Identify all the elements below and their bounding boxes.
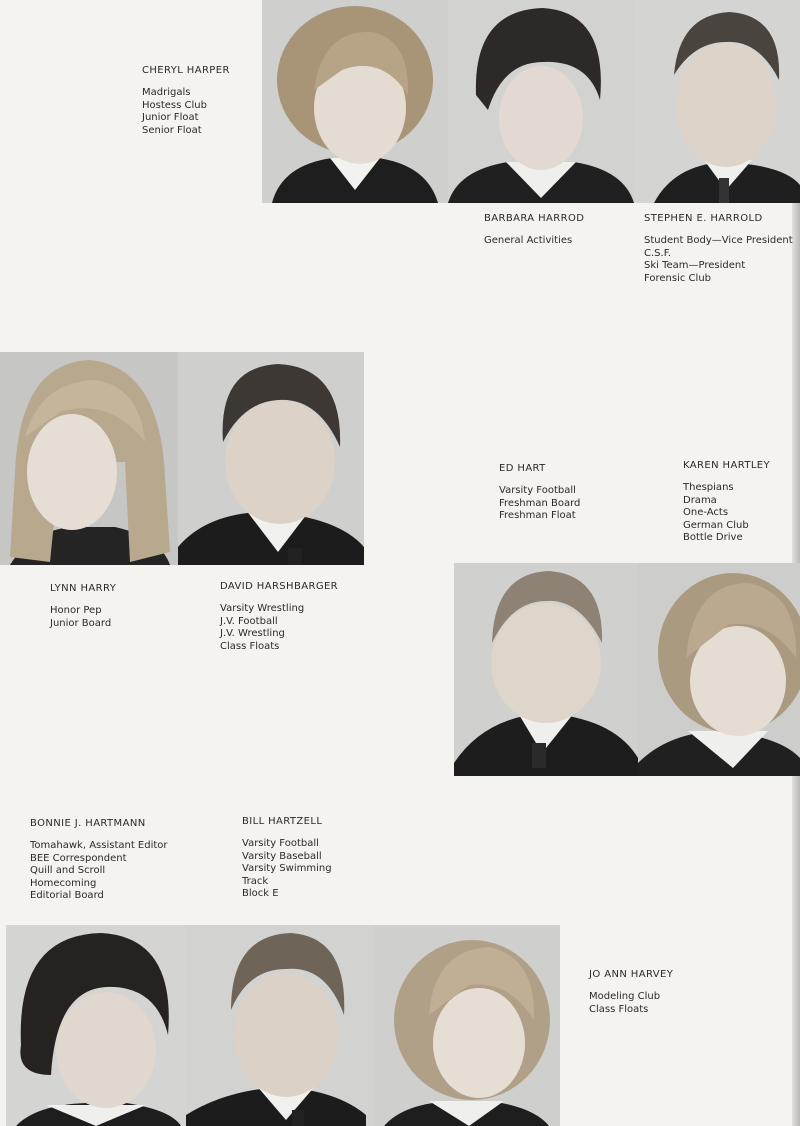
portrait-jo-ann-harvey: [374, 925, 560, 1126]
caption-david-harshbarger: [220, 581, 338, 653]
caption-stephen-harrold: [644, 213, 793, 285]
activity-item: Honor Pep: [50, 605, 102, 617]
activity-item: Hostess Club: [142, 99, 207, 111]
student-name: STEPHEN E. HARROLD: [644, 213, 763, 224]
activity-item: Junior Float: [142, 112, 199, 124]
student-name: CHERYL HARPER: [142, 65, 230, 76]
activity-item: Student Body—Vice President: [644, 235, 793, 247]
caption-bonnie-hartmann: [30, 818, 168, 902]
portrait-bonnie-hartmann: [6, 925, 186, 1126]
activity-item: Varsity Football: [499, 485, 576, 497]
caption-bill-hartzell: [242, 816, 332, 900]
student-name: BARBARA HARROD: [484, 213, 585, 224]
activity-item: Thespians: [683, 482, 734, 494]
activity-item: General Activities: [484, 235, 573, 247]
activity-list: [242, 838, 332, 900]
portrait-karen-hartley: [638, 563, 800, 776]
activity-item: Freshman Float: [499, 510, 576, 522]
activity-item: Editorial Board: [30, 890, 104, 902]
activity-item: Junior Board: [50, 617, 112, 629]
student-name: BILL HARTZELL: [242, 816, 323, 827]
portrait-lynn-harry: [0, 352, 178, 565]
activity-item: Class Floats: [220, 640, 280, 652]
activity-item: Modeling Club: [589, 991, 661, 1003]
portrait-david-harshbarger: [178, 352, 364, 565]
activity-list: [142, 87, 230, 137]
caption-jo-ann-harvey: [589, 969, 673, 1016]
student-name: ED HART: [499, 463, 546, 474]
activity-item: Senior Float: [142, 124, 202, 136]
caption-karen-hartley: [683, 460, 770, 544]
activity-item: Forensic Club: [644, 272, 712, 284]
activity-item: One-Acts: [683, 507, 729, 519]
activity-item: Tomahawk, Assistant Editor: [30, 840, 168, 852]
activity-list: [683, 482, 770, 544]
portrait-stephen-harrold: [634, 0, 800, 203]
caption-barbara-harrod: [484, 213, 584, 248]
portrait-cheryl-harper: [262, 0, 448, 203]
activity-list: [50, 605, 116, 630]
caption-lynn-harry: [50, 583, 116, 630]
activity-item: Block E: [242, 888, 279, 900]
activity-item: Homecoming: [30, 877, 97, 889]
portrait-bill-hartzell: [186, 925, 374, 1126]
activity-item: Quill and Scroll: [30, 865, 106, 877]
activity-list: [220, 603, 338, 653]
student-name: BONNIE J. HARTMANN: [30, 818, 146, 829]
activity-item: Freshman Board: [499, 497, 581, 509]
caption-ed-hart: [499, 463, 580, 523]
student-name: DAVID HARSHBARGER: [220, 581, 339, 592]
portrait-barbara-harrod: [448, 0, 634, 203]
student-name: JO ANN HARVEY: [589, 969, 674, 980]
activity-item: Madrigals: [142, 87, 191, 99]
activity-item: C.S.F.: [644, 247, 672, 259]
activity-item: Ski Team—President: [644, 260, 746, 272]
activity-item: Track: [242, 875, 269, 887]
activity-list: [589, 991, 673, 1016]
activity-list: [499, 485, 580, 522]
portrait-ed-hart: [454, 563, 638, 776]
activity-item: Varsity Wrestling: [220, 603, 305, 615]
activity-item: Drama: [683, 494, 717, 506]
activity-item: Varsity Football: [242, 838, 319, 850]
activity-item: J.V. Football: [220, 615, 278, 627]
activity-list: [30, 840, 168, 902]
activity-list: [644, 235, 793, 285]
caption-cheryl-harper: [142, 65, 230, 137]
activity-item: BEE Correspondent: [30, 852, 127, 864]
student-name: KAREN HARTLEY: [683, 460, 771, 471]
student-name: LYNN HARRY: [50, 583, 117, 594]
activity-item: German Club: [683, 519, 749, 531]
activity-item: J.V. Wrestling: [220, 628, 285, 640]
activity-item: Class Floats: [589, 1003, 649, 1015]
activity-item: Bottle Drive: [683, 532, 743, 544]
activity-item: Varsity Swimming: [242, 863, 332, 875]
activity-list: [484, 235, 584, 247]
activity-item: Varsity Baseball: [242, 850, 322, 862]
